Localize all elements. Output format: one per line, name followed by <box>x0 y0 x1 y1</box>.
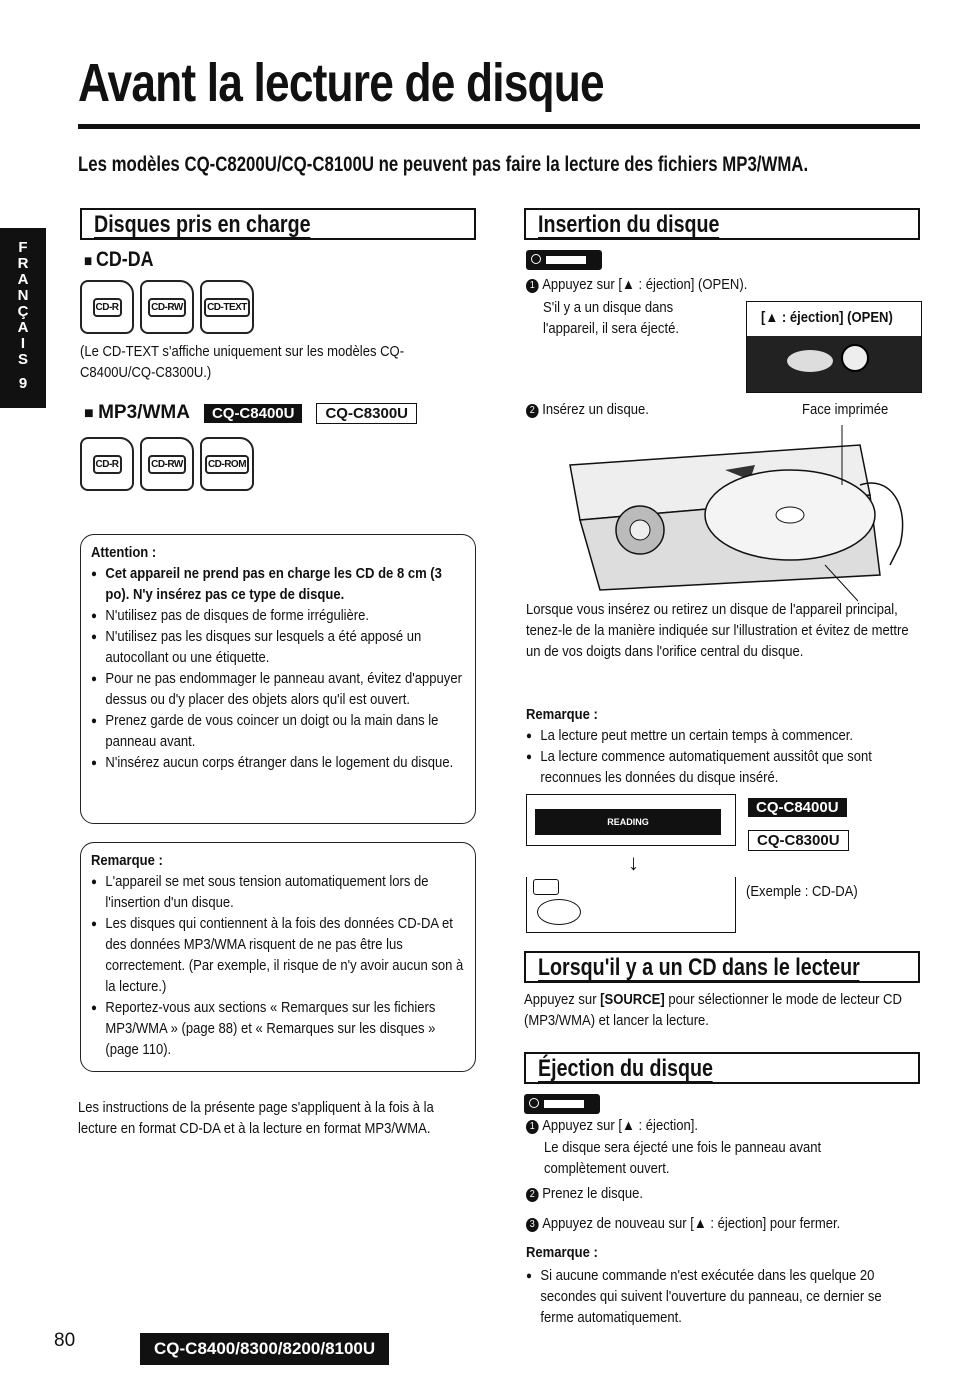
model-tag-c8400u: CQ-C8400U <box>204 404 303 423</box>
cd-icon <box>533 879 559 895</box>
side-tab-letter: N <box>17 287 29 304</box>
insert-step1: 1 Appuyez sur [▲ : éjection] (OPEN). <box>526 275 904 296</box>
step-number-1: 1 <box>526 279 539 293</box>
cd-in-player-heading: Lorsqu'il y a un CD dans le lecteur <box>524 951 920 983</box>
footer-model-tag: CQ-C8400/8300/8200/8100U <box>140 1333 389 1365</box>
list-item: ● Prenez garde de vous coincer un doigt ou la main dans le panneau avant. <box>91 711 469 753</box>
printed-face-label: Face imprimée <box>802 402 889 418</box>
step-number-3: 3 <box>526 1218 539 1232</box>
remarque-title: Remarque : <box>91 853 163 869</box>
cdda-label: ■ CD-DA <box>84 248 154 272</box>
mp3-logo-row <box>80 437 254 491</box>
list-item: ● N'utilisez pas les disques sur lesquels a été apposé un autocollant ou une étiquette. <box>91 627 469 669</box>
source-key: [SOURCE] <box>600 992 665 1008</box>
eject-step2: 2 Prenez le disque. <box>526 1184 643 1205</box>
insert-step1-note: S'il y a un disque dans l'appareil, il sera éjecté. <box>543 300 679 337</box>
side-tab-letter: F <box>18 239 28 256</box>
page-number: 80 <box>54 1330 76 1351</box>
side-tab-letter: A <box>17 319 29 336</box>
step-number-2: 2 <box>526 404 539 418</box>
step-number-1: 1 <box>526 1120 539 1134</box>
page-title: Avant la lecture de disque <box>78 53 604 113</box>
side-tab-letter: R <box>17 255 29 272</box>
model-tag-c8300u: CQ-C8300U <box>748 830 849 851</box>
attention-list <box>91 564 469 774</box>
ejection-heading: Éjection du disque <box>524 1052 920 1084</box>
cd-r-logo: CD-R <box>80 437 134 491</box>
footnote: Les instructions de la présente page s'appliquent à la fois à la lecture en format CD-DA et à la lecture en format MP3/WMA. <box>78 1100 434 1137</box>
insertion-remarque-title: Remarque : <box>526 707 598 723</box>
insertion-heading: Insertion du disque <box>524 208 920 240</box>
display-cd-da <box>526 877 736 933</box>
insertion-paragraph: Lorsque vous insérez ou retirez un disque de l'appareil principal, tenez-le de la manière indiquée sur l'illustration et évitez de mettre un de vos doigts dans l'orifice central du disque. <box>526 602 909 660</box>
attention-box <box>80 534 476 824</box>
mp3-label: ■ MP3/WMA <box>84 402 190 424</box>
side-tab-letter: A <box>17 271 29 288</box>
list-item: ● Les disques qui contiennent à la fois des données CD-DA et des données MP3/WMA risquent de ne pas être lus correctement. (Par exemple, il risque de n'y avoir aucun son à la lecture.) <box>91 914 469 998</box>
cd-r-logo: CD-R <box>80 280 134 334</box>
supported-discs-heading: Disques pris en charge <box>80 208 476 240</box>
list-item: ● La lecture peut mettre un certain temps à commencer. <box>526 726 913 747</box>
ejection-remarque-title: Remarque : <box>526 1245 598 1261</box>
list-item: ● N'insérez aucun corps étranger dans le logement du disque. <box>91 753 469 774</box>
cdda-logo-row <box>80 280 254 334</box>
example-label: (Exemple : CD-DA) <box>746 884 858 900</box>
insertion-remarque-list <box>526 726 913 789</box>
cd-rom-logo: CD-ROM <box>200 437 254 491</box>
remarque-box <box>80 842 476 1072</box>
disc-insertion-illustration <box>560 425 930 605</box>
insert-step2: 2 Insérez un disque. <box>526 400 649 421</box>
list-item: ● Pour ne pas endommager le panneau avant, évitez d'appuyer dessus ou d'y placer des objets alors qu'il est ouvert. <box>91 669 469 711</box>
side-tab-letter: I <box>20 335 26 352</box>
eject-step1-note: Le disque sera éjecté une fois le panneau avant complètement ouvert. <box>544 1140 822 1177</box>
cd-in-player-text: Appuyez sur [SOURCE] pour sélectionner le mode de lecteur CD (MP3/WMA) et lancer la lecture. <box>524 992 902 1029</box>
attention-title: Attention : <box>91 545 157 561</box>
cd-rw-logo: CD-RW <box>140 280 194 334</box>
eject-button-icon <box>841 344 869 372</box>
title-rule <box>78 124 920 129</box>
mp3-row <box>84 402 417 424</box>
list-item: ● N'utilisez pas de disques de forme irrégulière. <box>91 606 469 627</box>
side-tab-page: 9 <box>18 375 28 392</box>
model-tag-c8300u: CQ-C8300U <box>316 403 417 424</box>
language-side-tab <box>0 228 46 408</box>
ejection-remarque-list <box>526 1266 904 1329</box>
cd-text-note: (Le CD-TEXT s'affiche uniquement sur les modèles CQ-C8400U/CQ-C8300U.) <box>80 344 405 381</box>
eject-step1: 1 Appuyez sur [▲ : éjection]. <box>526 1116 698 1137</box>
cd-text-logo: CD-TEXT <box>200 280 254 334</box>
list-item: ● Reportez-vous aux sections « Remarques sur les fichiers MP3/WMA » (page 88) et « Remarques sur les disques » (page 110). <box>91 998 469 1061</box>
reading-text: READING <box>535 809 721 835</box>
step-number-2: 2 <box>526 1188 539 1202</box>
page-subtitle: Les modèles CQ-C8200U/CQ-C8100U ne peuvent pas faire la lecture des fichiers MP3/WMA. <box>78 153 809 176</box>
side-tab-letter: Ç <box>17 303 29 320</box>
list-item: ● Si aucune commande n'est exécutée dans les quelque 20 secondes qui suivent l'ouverture du panneau, ce dernier se ferme automatiquement. <box>526 1266 904 1329</box>
disc-icon <box>537 899 581 925</box>
open-button-callout: [▲ : éjection] (OPEN) <box>746 301 922 393</box>
model-tag-c8400u: CQ-C8400U <box>748 798 847 817</box>
open-button-icon <box>526 250 602 270</box>
eject-button-icon <box>524 1094 600 1114</box>
list-item: ● La lecture commence automatiquement aussitôt que sont reconnues les données du disque inséré. <box>526 747 913 789</box>
eject-step3: 3 Appuyez de nouveau sur [▲ : éjection] pour fermer. <box>526 1214 840 1235</box>
side-tab-letter: S <box>17 351 28 368</box>
list-item: ● Cet appareil ne prend pas en charge les CD de 8 cm (3 po). N'y insérez pas ce type de disque. <box>91 564 469 606</box>
arrow-down-icon: ↓ <box>628 850 639 875</box>
display-reading <box>526 794 736 846</box>
remarque-list <box>91 872 469 1061</box>
list-item: ● L'appareil se met sous tension automatiquement lors de l'insertion d'un disque. <box>91 872 469 914</box>
cd-rw-logo: CD-RW <box>140 437 194 491</box>
